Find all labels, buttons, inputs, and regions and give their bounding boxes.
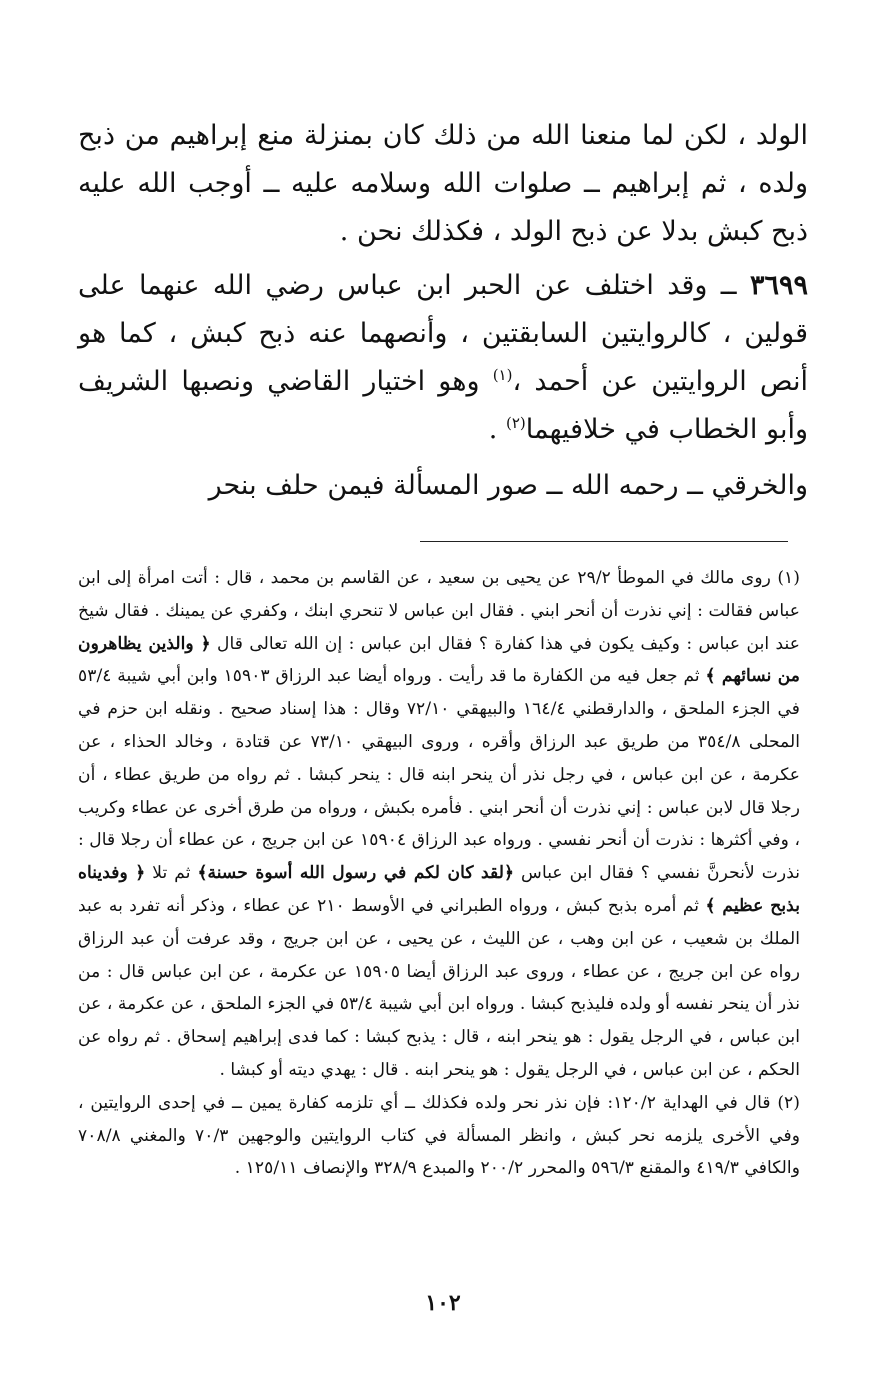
quran-quote-1: ﴿ والذين يظاهرون من نسائهم ﴾ <box>78 633 801 687</box>
footnote-1-text-b: ثم جعل فيه من الكفارة ما قد رأيت . ورواه أيضا عبد الرزاق ١٥٩٠٣ وابن أبي شيبة ٥٣/٤ في الجزء الملحق ، والدارقطني ١٦٤/٤ والبيهقي ٧٢/١٠ وقال : هذا إسناد صحيح . ونقله ابن حزم في المحلى ٣٥٤/٨ من طريق عبد الرزاق وأقره ، وروى البيهقي ٧٣/١٠ عن قتادة ، وخالد الحذاء ، عن عكرمة ، عن ابن عباس ، في رجل نذر أن ينحر ابنه قال : ينحر كبشا . ثم رواه من طريق عطاء ، أن رجلا قال لابن عباس : إني نذرت أن أنحر ابني . فأمره بكبش ، ورواه من طرق أخرى عن عطاء وكريب ، وفي أكثرها : نذرت أن أنحر نفسي . ورواه عبد الرزاق ١٥٩٠٤ عن ابن جريج ، عن عطاء أن رجلا قال : نذرت لأنحرنَّ نفسي ؟ فقال ابن عباس <box>78 666 801 884</box>
quran-quote-2: ﴿لقد كان لكم في رسول الله أسوة حسنة﴾ <box>197 863 515 884</box>
footnote-ref-1[interactable]: (١) <box>492 366 513 384</box>
footnote-separator <box>420 541 788 542</box>
paragraph-3699 <box>78 262 808 454</box>
paragraph-continuation: الولد ، لكن لما منعنا الله من ذلك كان بمنزلة منع إبراهيم من ذبح ولده ، ثم إبراهيم ــ صلوات الله وسلامه عليه ــ أوجب الله عليه ذبح كبش بدلا عن ذبح الولد ، فكذلك نحن . <box>78 120 808 247</box>
page-number: ١٠٢ <box>425 1290 461 1316</box>
quran-quote-3: ﴿ وفديناه بذبح عظيم ﴾ <box>78 863 800 916</box>
paragraph-kharqi: والخرقي ــ رحمه الله ــ صور المسألة فيمن حلف بنحر <box>208 470 808 501</box>
footnotes <box>78 562 800 1185</box>
footnote-2: (٢) قال في الهداية ١٢٠/٢: فإن نذر نحر ولده فكذلك ــ أي تلزمه كفارة يمين ــ في إحدى الروايتين ، وفي الأخرى يلزمه نحر كبش ، وانظر المسألة في كتاب الروايتين والوجهين ٧٠/٣ والمغني ٧٠٨/٨ والكافي ٤١٩/٣ والمقنع ٥٩٦/٣ والمحرر ٢٠٠/٢ والمبدع ٣٢٨/٩ والإنصاف ١٢٥/١١ . <box>78 1092 801 1179</box>
paragraph-text-c: . <box>488 414 506 445</box>
main-text <box>78 112 808 510</box>
paragraph-number: ٣٦٩٩ <box>749 270 808 301</box>
footnote-1-text-d: ثم أمره بذبح كبش ، ورواه الطبراني في الأوسط ٢١٠ عن عطاء ، وذكر أنه تفرد به عبد الملك بن شعيب ، عن ابن وهب ، عن الليث ، عن يحيى ، عن ابن جريج ، وقد عرفت أن عبد الرزاق رواه عن ابن جريج ، عن عطاء ، وروى عبد الرزاق أيضا ١٥٩٠٥ عن عكرمة ، عن ابن عباس قال : من نذر أن ينحر نفسه أو ولده فليذبح كبشا . ورواه ابن أبي شيبة ٥٣/٤ في الجزء الملحق ، عن عكرمة ، عن ابن عباس ، في الرجل يقول : هو ينحر ابنه ، قال : يذبح كبشا : كما فدى إبراهيم إسحاق . ثم رواه عن الحكم ، عن ابن عباس ، في الرجل يقول : هو ينحر ابنه . قال : يهدي ديته أو كبشا . <box>78 895 800 1080</box>
paragraph-text-a: ــ وقد اختلف عن الحبر ابن عباس رضي الله عنهما على قولين ، كالروايتين السابقتين ، وأنصهما عنه ذبح كبش ، كما هو أنص الروايتين عن أحمد ، <box>78 270 808 397</box>
footnote-1 <box>78 562 800 1087</box>
footnote-1-text-c: ثم تلا <box>145 863 198 884</box>
paragraph-text-b: وهو اختيار القاضي ونصبها الشريف وأبو الخطاب في خلافيهما <box>78 366 808 445</box>
footnote-1-text-a: (١) روى مالك في الموطأ ٢٩/٢ عن يحيى بن سعيد ، عن القاسم بن محمد ، قال : أتت امرأة إلى ابن عباس فقالت : إني نذرت أن أنحر ابني . فقال ابن عباس لا تنحري ابنك ، وكفري عن يمينك . فقال شيخ عند ابن عباس : وكيف يكون في هذا كفارة ؟ فقال ابن عباس : إن الله تعالى قال <box>78 568 801 654</box>
footnote-ref-2[interactable]: (٢) <box>505 414 526 432</box>
